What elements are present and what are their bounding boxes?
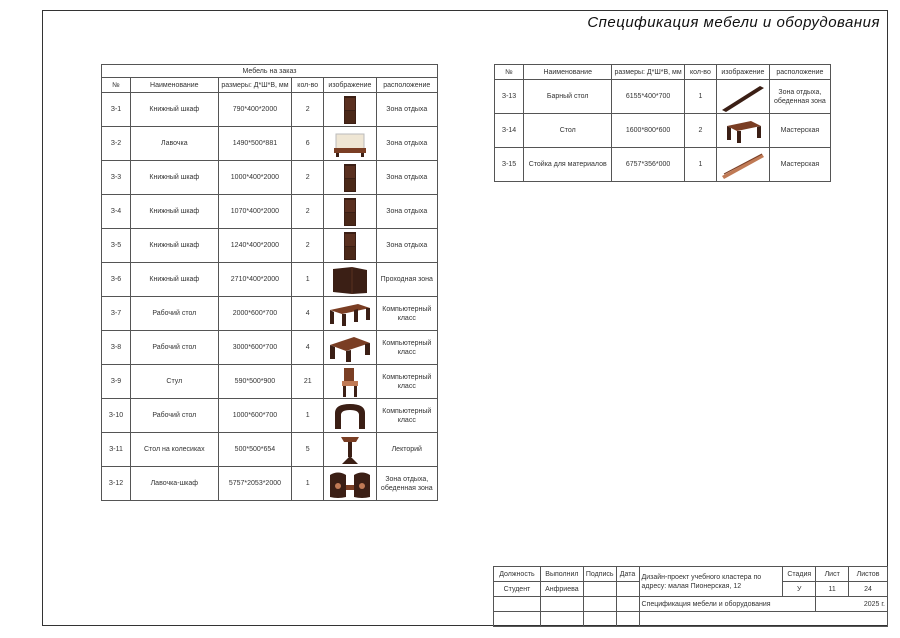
cell-name: Стол на колесиках	[130, 433, 218, 467]
cell-name: Лавочка-шкаф	[130, 467, 218, 501]
cell-num: З-8	[102, 331, 131, 365]
cell-location: Проходная зона	[376, 263, 437, 297]
cell-num: З-11	[102, 433, 131, 467]
cell-location: Мастерская	[769, 114, 830, 148]
col-num: №	[495, 65, 524, 80]
cell-location: Мастерская	[769, 148, 830, 182]
cell-qty: 21	[292, 365, 324, 399]
cell-size: 1070*400*2000	[218, 195, 292, 229]
cell-qty: 6	[292, 127, 324, 161]
pedestal-table-icon	[326, 434, 373, 466]
cell-location: Лекторий	[376, 433, 437, 467]
col-size: размеры: Д*Ш*В, мм	[218, 78, 292, 93]
cell-size: 3000*600*700	[218, 331, 292, 365]
cell-image	[324, 365, 376, 399]
stamp-role-header: Должность	[494, 567, 541, 582]
cell-image	[717, 114, 770, 148]
cell-size: 500*500*654	[218, 433, 292, 467]
cell-image	[324, 433, 376, 467]
cell-name: Стол	[524, 114, 612, 148]
cell-image	[717, 80, 770, 114]
cell-qty: 2	[292, 229, 324, 263]
stamp-role: Студент	[494, 582, 541, 597]
table-row	[102, 467, 438, 501]
cell-location: Компьютерный класс	[376, 399, 437, 433]
cell-num: З-15	[495, 148, 524, 182]
cell-name: Книжный шкаф	[130, 161, 218, 195]
table-row	[495, 80, 831, 114]
cell-location: Зона отдыха	[376, 127, 437, 161]
bench-cabinet-icon	[326, 469, 373, 499]
cell-location: Зона отдыха	[376, 229, 437, 263]
table-row	[102, 93, 438, 127]
stamp-stage: У	[783, 582, 816, 597]
stamp-project: Дизайн-проект учебного кластера по адресу: малая Пионерская, 12	[639, 567, 783, 597]
cell-size: 1490*500*881	[218, 127, 292, 161]
cell-image	[324, 127, 376, 161]
title-block	[493, 566, 888, 627]
stamp-date-header: Дата	[616, 567, 639, 582]
cell-name: Рабочий стол	[130, 331, 218, 365]
cell-qty: 4	[292, 297, 324, 331]
table-row	[102, 365, 438, 399]
cell-size: 6155*400*700	[612, 80, 684, 114]
cell-qty: 4	[292, 331, 324, 365]
cell-num: З-14	[495, 114, 524, 148]
cell-image	[324, 229, 376, 263]
cell-num: З-1	[102, 93, 131, 127]
bar-table-icon	[719, 82, 767, 112]
table-row	[102, 399, 438, 433]
table-row	[495, 114, 831, 148]
cell-num: З-5	[102, 229, 131, 263]
stamp-author: Анфриева	[540, 582, 583, 597]
cell-num: З-9	[102, 365, 131, 399]
cell-name: Стойка для материалов	[524, 148, 612, 182]
table-row	[102, 331, 438, 365]
curved-desk-icon	[326, 401, 373, 431]
stamp-year: 2025 г.	[816, 597, 888, 612]
stamp-sign-header: Подпись	[583, 567, 616, 582]
cell-location: Зона отдыха, обеденная зона	[769, 80, 830, 114]
table-icon	[719, 118, 767, 144]
cell-size: 2000*600*700	[218, 297, 292, 331]
cell-image	[324, 195, 376, 229]
cell-size: 1600*800*600	[612, 114, 684, 148]
sheet-title: Спецификация мебели и оборудования	[587, 14, 880, 31]
bookcase-icon	[326, 163, 373, 193]
cell-location: Зона отдыха	[376, 195, 437, 229]
cell-qty: 1	[292, 399, 324, 433]
cell-num: З-4	[102, 195, 131, 229]
cell-location: Зона отдыха	[376, 93, 437, 127]
cell-image	[324, 93, 376, 127]
cell-size: 1240*400*2000	[218, 229, 292, 263]
cell-name: Книжный шкаф	[130, 93, 218, 127]
table-row	[102, 433, 438, 467]
table-caption: Мебель на заказ	[102, 65, 438, 78]
table-row	[102, 263, 438, 297]
table-row	[102, 195, 438, 229]
table-row	[495, 148, 831, 182]
stamp-empty	[616, 612, 639, 627]
cell-name: Книжный шкаф	[130, 229, 218, 263]
cell-qty: 2	[684, 114, 716, 148]
chair-icon	[326, 366, 373, 398]
cell-qty: 1	[292, 467, 324, 501]
spec-table-equipment	[494, 64, 831, 182]
cell-location: Компьютерный класс	[376, 331, 437, 365]
cell-qty: 1	[684, 80, 716, 114]
cell-image	[324, 263, 376, 297]
table-row	[102, 297, 438, 331]
cell-location: Зона отдыха	[376, 161, 437, 195]
cell-name: Стул	[130, 365, 218, 399]
cell-size: 2710*400*2000	[218, 263, 292, 297]
stamp-stage-header: Стадия	[783, 567, 816, 582]
stamp-doc-title: Спецификация мебели и оборудования	[639, 597, 816, 612]
col-name: Наименование	[130, 78, 218, 93]
stamp-sign	[583, 582, 616, 597]
stamp-sheets-header: Листов	[849, 567, 888, 582]
cell-num: З-13	[495, 80, 524, 114]
stamp-date	[616, 582, 639, 597]
cell-num: З-7	[102, 297, 131, 331]
cell-size: 6757*356*000	[612, 148, 684, 182]
cell-size: 5757*2053*2000	[218, 467, 292, 501]
cell-num: З-6	[102, 263, 131, 297]
stamp-empty	[540, 597, 583, 612]
cell-size: 590*500*900	[218, 365, 292, 399]
cell-qty: 2	[292, 161, 324, 195]
cell-num: З-3	[102, 161, 131, 195]
cell-size: 1000*600*700	[218, 399, 292, 433]
cell-qty: 1	[684, 148, 716, 182]
table-row	[102, 229, 438, 263]
cell-qty: 5	[292, 433, 324, 467]
stamp-author-header: Выполнил	[540, 567, 583, 582]
cell-location: Компьютерный класс	[376, 297, 437, 331]
stamp-empty	[639, 612, 887, 627]
cell-num: З-12	[102, 467, 131, 501]
cell-size: 790*400*2000	[218, 93, 292, 127]
cell-num: З-2	[102, 127, 131, 161]
cell-size: 1000*400*2000	[218, 161, 292, 195]
bookcase-icon	[326, 197, 373, 227]
cell-qty: 2	[292, 195, 324, 229]
cell-image	[324, 297, 376, 331]
col-num: №	[102, 78, 131, 93]
rack-icon	[719, 150, 767, 180]
stamp-empty	[616, 597, 639, 612]
stamp-empty	[540, 612, 583, 627]
stamp-sheet-header: Лист	[816, 567, 849, 582]
col-image: изображение	[717, 65, 770, 80]
stamp-empty	[583, 612, 616, 627]
cell-image	[324, 161, 376, 195]
cell-name: Рабочий стол	[130, 297, 218, 331]
col-qty: кол-во	[292, 78, 324, 93]
col-location: расположение	[769, 65, 830, 80]
spec-table-custom-furniture	[101, 64, 438, 501]
bookcase-icon	[326, 231, 373, 261]
table-row	[102, 161, 438, 195]
cell-name: Лавочка	[130, 127, 218, 161]
cell-qty: 2	[292, 93, 324, 127]
col-name: Наименование	[524, 65, 612, 80]
long-desk-icon	[326, 300, 373, 328]
stamp-empty	[494, 612, 541, 627]
stamp-empty	[583, 597, 616, 612]
cell-name: Книжный шкаф	[130, 195, 218, 229]
stamp-sheets: 24	[849, 582, 888, 597]
cell-location: Компьютерный класс	[376, 365, 437, 399]
col-image: изображение	[324, 78, 376, 93]
cell-name: Рабочий стол	[130, 399, 218, 433]
cell-image	[324, 399, 376, 433]
col-size: размеры: Д*Ш*В, мм	[612, 65, 684, 80]
col-qty: кол-во	[684, 65, 716, 80]
desk-icon	[326, 333, 373, 363]
cell-image	[324, 331, 376, 365]
cell-image	[717, 148, 770, 182]
table-row	[102, 127, 438, 161]
cell-image	[324, 467, 376, 501]
col-location: расположение	[376, 78, 437, 93]
cell-name: Барный стол	[524, 80, 612, 114]
stamp-empty	[494, 597, 541, 612]
bench-icon	[326, 130, 373, 158]
cell-qty: 1	[292, 263, 324, 297]
stamp-sheet: 11	[816, 582, 849, 597]
cell-num: З-10	[102, 399, 131, 433]
wide-bookcase-icon	[326, 265, 373, 295]
cell-location: Зона отдыха, обеденная зона	[376, 467, 437, 501]
bookcase-icon	[326, 95, 373, 125]
cell-name: Книжный шкаф	[130, 263, 218, 297]
